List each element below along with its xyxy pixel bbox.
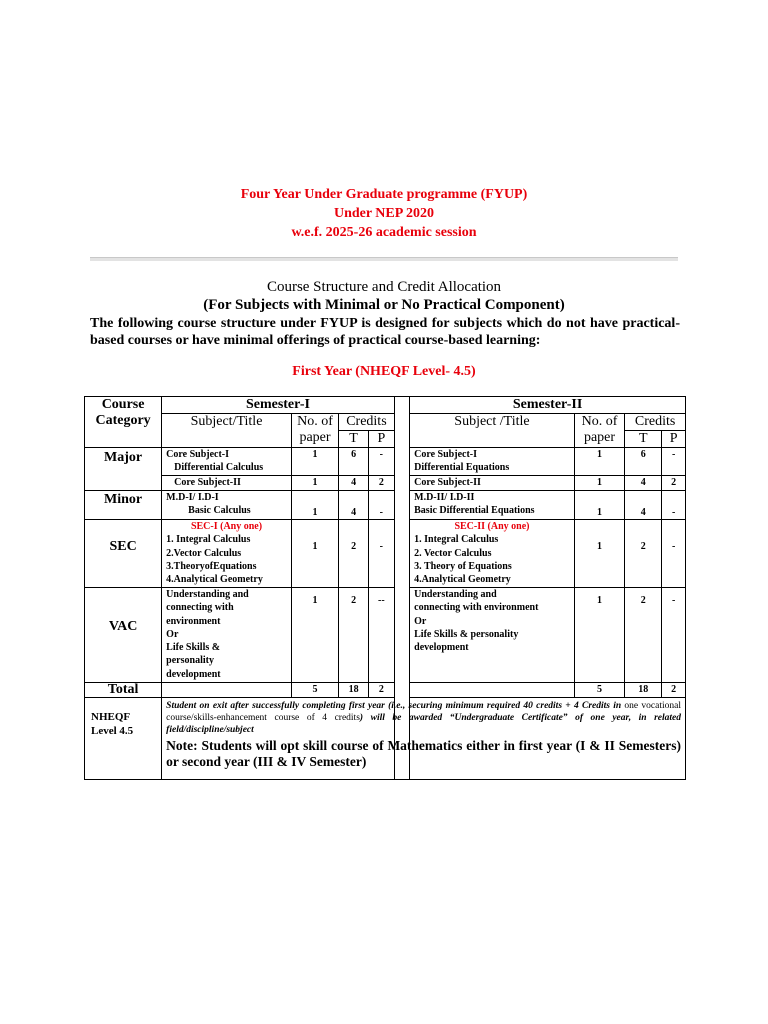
exit-note-part-c: ) will be awarded “Undergraduate Certificate” of one year, in related field/discipline/subject xyxy=(166,713,681,735)
major-sem1-core2: Core Subject-II xyxy=(174,477,241,488)
vac-sem1-line-1: Understanding and xyxy=(166,589,249,600)
skill-course-note: Note: Students will opt skill course of Mathematics either in first year (I & II Semesters) or second year (III & IV Semester) xyxy=(166,738,681,769)
horizontal-divider xyxy=(90,257,678,261)
minor-sem2-code: M.D-II/ I.D-II xyxy=(414,492,475,503)
vac-sem1-line-4: Or xyxy=(166,628,179,640)
minor-sem1-subject xyxy=(162,491,292,520)
total-sem2-papers: 5 xyxy=(574,683,624,698)
header-t-1: T xyxy=(339,431,369,448)
category-minor: Minor xyxy=(85,491,162,520)
header-no-of-paper-2: No. of paper xyxy=(574,414,624,448)
header-course-category: Course Category xyxy=(85,397,162,448)
sec-sem1-heading: SEC-I (Any one) xyxy=(190,521,263,532)
vac-sem1-p: -- xyxy=(368,588,394,683)
minor-sem2-papers: 1 xyxy=(574,491,624,520)
total-sem1-papers: 5 xyxy=(291,683,338,698)
title-line-2: (For Subjects with Minimal or No Practical Component) xyxy=(203,297,565,313)
major-sem2-subject-1 xyxy=(410,448,575,476)
major-sem1-papers-1: 1 xyxy=(291,448,338,476)
exit-note-part-a: Student on exit after successfully completing first year (i.e., securing minimum required 40 credits + 4 Credits in xyxy=(166,701,625,711)
category-total: Total xyxy=(85,683,162,698)
sec-sem2-p: - xyxy=(662,520,686,588)
sec-sem2-item-2: 2. Vector Calculus xyxy=(414,547,492,559)
vac-sem1-line-5: Life Skills & xyxy=(166,642,221,654)
minor-sem2-title: Basic Differential Equations xyxy=(414,505,535,517)
header-line-2: Under NEP 2020 xyxy=(333,206,435,221)
sec-sem2-item-1: 1. Integral Calculus xyxy=(414,534,499,546)
major-sem1-t-2: 4 xyxy=(339,476,369,491)
header-t-2: T xyxy=(625,431,662,448)
major-sem1-p-2: 2 xyxy=(368,476,394,491)
minor-sem1-p: - xyxy=(368,491,394,520)
total-sem1-p: 2 xyxy=(368,683,394,698)
minor-sem2-p: - xyxy=(662,491,686,520)
major-sem1-p-1: - xyxy=(368,448,394,476)
header-credits-1: Credits xyxy=(339,414,395,431)
major-sem1-t-1: 6 xyxy=(339,448,369,476)
minor-sem2-t: 4 xyxy=(625,491,662,520)
major-sem1-subject-2 xyxy=(162,476,292,491)
category-sec: SEC xyxy=(85,520,162,588)
vac-sem2-papers: 1 xyxy=(574,588,624,683)
minor-sem1-papers: 1 xyxy=(291,491,338,520)
minor-sem2-subject xyxy=(410,491,575,520)
major-sem2-t-1: 6 xyxy=(625,448,662,476)
sec-sem1-item-1: 1. Integral Calculus xyxy=(166,534,251,546)
header-line-1: Four Year Under Graduate programme (FYUP) xyxy=(240,187,528,202)
vac-sem1-line-2: connecting with xyxy=(166,602,234,614)
major-sem2-subject-2: Core Subject-II xyxy=(410,476,575,491)
total-sem2-p: 2 xyxy=(662,683,686,698)
sec-sem1-item-3: 3.TheoryofEquations xyxy=(166,560,257,572)
sec-sem2-t: 2 xyxy=(625,520,662,588)
total-sem1-t: 18 xyxy=(339,683,369,698)
header-credits-2: Credits xyxy=(625,414,686,431)
year-heading: First Year (NHEQF Level- 4.5) xyxy=(292,364,476,379)
major-sem1-subject-1 xyxy=(162,448,292,476)
minor-sem1-code: M.D-I/ I.D-I xyxy=(166,492,219,503)
intro-paragraph: The following course structure under FYUP is designed for subjects which do not have practical-based courses or have minimal offerings of practical course-based learning: xyxy=(90,316,680,348)
major-sem2-papers-2: 1 xyxy=(574,476,624,491)
major-sem2-papers-1: 1 xyxy=(574,448,624,476)
header-no-of-paper-1: No. of paper xyxy=(291,414,338,448)
title-line-1: Course Structure and Credit Allocation xyxy=(266,279,502,295)
header-line-3: w.e.f. 2025-26 academic session xyxy=(291,225,477,240)
major-sem2-p-1: - xyxy=(662,448,686,476)
vac-sem1-t: 2 xyxy=(339,588,369,683)
vac-sem1-papers: 1 xyxy=(291,588,338,683)
vac-sem1-line-6: personality xyxy=(166,655,214,667)
sec-sem1-p: - xyxy=(368,520,394,588)
nheqf-note-cell xyxy=(162,698,686,780)
sec-sem1-item-2: 2.Vector Calculus xyxy=(166,547,242,559)
exit-note-part-b: one vocational course/skills-enhancement course of 4 credits xyxy=(166,701,681,723)
major-sem2-core1-title: Differential Equations xyxy=(414,462,510,474)
programme-header xyxy=(0,185,768,242)
minor-sem1-title: Basic Calculus xyxy=(188,505,251,517)
sec-sem2-heading: SEC-II (Any one) xyxy=(454,521,530,532)
vac-sem2-subject xyxy=(410,588,575,683)
category-major: Major xyxy=(85,448,162,491)
major-sem1-core1-title: Differential Calculus xyxy=(174,462,264,474)
category-vac: VAC xyxy=(85,588,162,683)
vac-sem2-t: 2 xyxy=(625,588,662,683)
sec-sem1-item-4: 4.Analytical Geometry xyxy=(166,574,263,586)
header-semester-2: Semester-II xyxy=(410,397,686,414)
header-semester-1: Semester-I xyxy=(162,397,395,414)
vac-sem1-subject xyxy=(162,588,292,683)
vac-sem2-p: - xyxy=(662,588,686,683)
header-subject-title-1: Subject/Title xyxy=(162,414,292,448)
major-sem2-t-2: 4 xyxy=(625,476,662,491)
sec-sem1-papers: 1 xyxy=(291,520,338,588)
total-sem1-blank xyxy=(162,683,292,698)
header-p-1: P xyxy=(368,431,394,448)
major-sem1-papers-2: 1 xyxy=(291,476,338,491)
document-title xyxy=(0,278,768,314)
major-sem1-core1-label: Core Subject-I xyxy=(166,449,230,460)
vac-sem2-line-5: development xyxy=(414,642,469,654)
total-sem2-blank xyxy=(410,683,575,698)
total-sem2-t: 18 xyxy=(625,683,662,698)
sec-sem2-papers: 1 xyxy=(574,520,624,588)
major-sem2-p-2: 2 xyxy=(662,476,686,491)
major-sem2-core1-label: Core Subject-I xyxy=(414,449,478,460)
vac-sem2-line-1: Understanding and xyxy=(414,589,497,600)
header-subject-title-2: Subject /Title xyxy=(410,414,575,448)
sec-sem2-item-3: 3. Theory of Equations xyxy=(414,560,512,572)
header-p-2: P xyxy=(662,431,686,448)
minor-sem1-t: 4 xyxy=(339,491,369,520)
vac-sem1-line-7: development xyxy=(166,668,221,680)
course-structure-table xyxy=(84,396,686,780)
sec-sem1-subject xyxy=(162,520,292,588)
nheqf-level-label: NHEQF Level 4.5 xyxy=(85,698,162,780)
exit-note xyxy=(166,700,681,736)
vac-sem1-line-3: environment xyxy=(166,615,221,627)
vac-sem2-line-4: Life Skills & personality xyxy=(414,628,519,640)
sec-sem2-item-4: 4.Analytical Geometry xyxy=(414,574,511,586)
vac-sem2-line-3: Or xyxy=(414,615,427,627)
vac-sem2-line-2: connecting with environment xyxy=(414,602,539,614)
sec-sem2-subject xyxy=(410,520,575,588)
sec-sem1-t: 2 xyxy=(339,520,369,588)
